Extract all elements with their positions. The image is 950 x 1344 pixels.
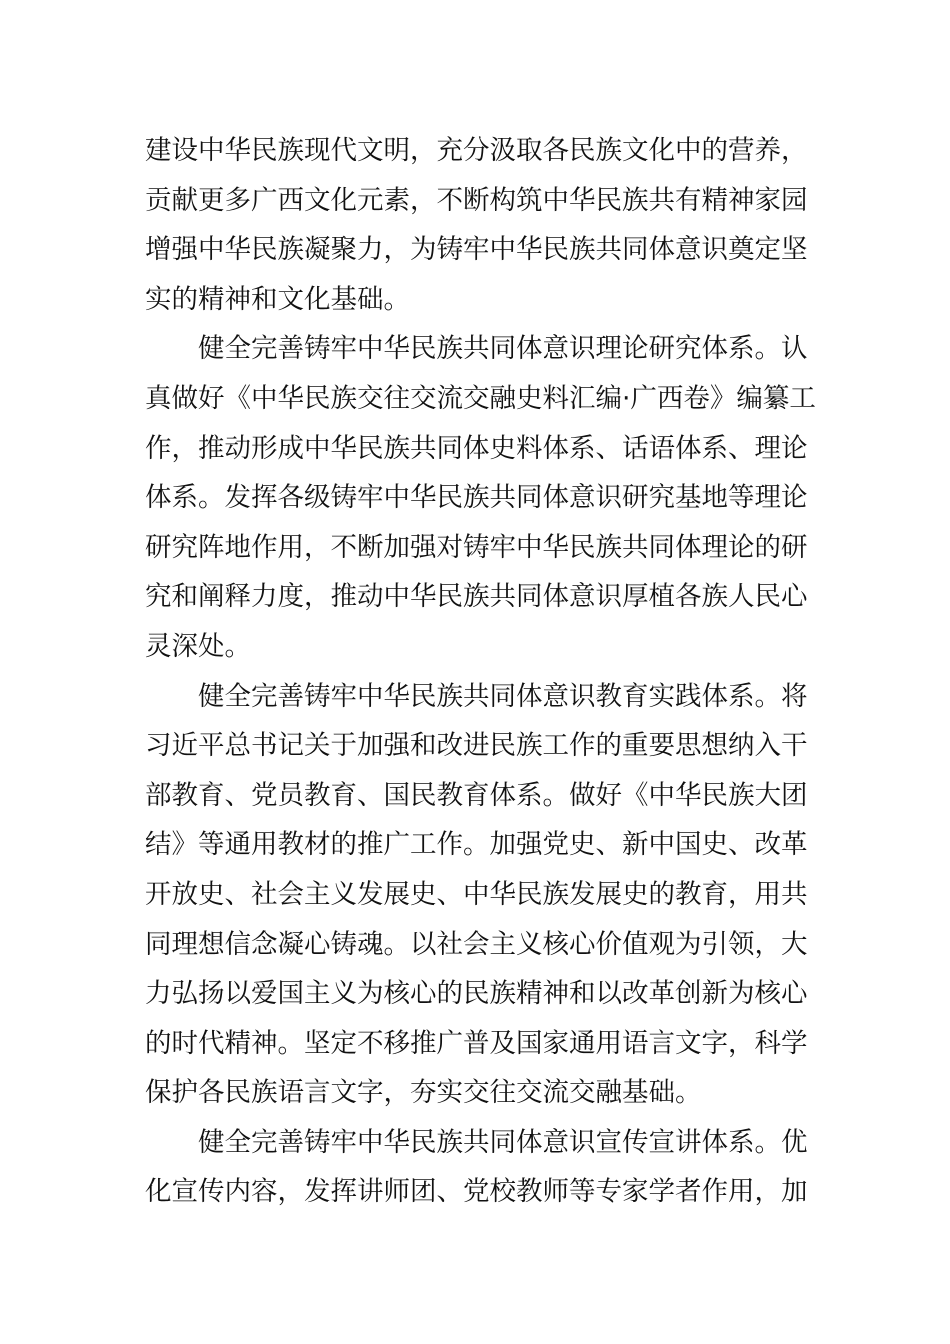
text-line: 的时代精神。坚定不移推广普及国家通用语言文字，科学 xyxy=(145,1027,808,1059)
text-line: 健全完善铸牢中华民族共同体意识理论研究体系。认 xyxy=(198,333,808,365)
text-line: 化宣传内容，发挥讲师团、党校教师等专家学者作用，加 xyxy=(145,1176,808,1208)
paragraph-4 xyxy=(145,1118,807,1217)
paragraph-3 xyxy=(145,672,807,1118)
text-line: 开放史、社会主义发展史、中华民族发展史的教育，用共 xyxy=(145,878,808,910)
text-line: 健全完善铸牢中华民族共同体意识宣传宣讲体系。优 xyxy=(198,1126,808,1158)
text-line: 究和阐释力度，推动中华民族共同体意识厚植各族人民心 xyxy=(145,581,808,613)
text-line: 研究阵地作用，不断加强对铸牢中华民族共同体理论的研 xyxy=(145,531,808,563)
text-line: 部教育、党员教育、国民教育体系。做好《中华民族大团 xyxy=(145,779,808,811)
text-line: 结》等通用教材的推广工作。加强党史、新中国史、改革 xyxy=(145,829,808,861)
text-line: 保护各民族语言文字，夯实交往交流交融基础。 xyxy=(145,1077,702,1109)
paragraph-1 xyxy=(145,126,807,324)
text-line: 作，推动形成中华民族共同体史料体系、话语体系、理论 xyxy=(145,432,808,464)
paragraph-2 xyxy=(145,324,816,671)
text-line: 力弘扬以爱国主义为核心的民族精神和以改革创新为核心 xyxy=(145,978,808,1010)
text-line: 实的精神和文化基础。 xyxy=(145,283,410,315)
text-line: 同理想信念凝心铸魂。以社会主义核心价值观为引领，大 xyxy=(145,928,808,960)
body-text xyxy=(145,126,816,1217)
text-line: 贡献更多广西文化元素，不断构筑中华民族共有精神家园 xyxy=(145,184,808,216)
text-line: 习近平总书记关于加强和改进民族工作的重要思想纳入干 xyxy=(145,730,808,762)
text-line: 灵深处。 xyxy=(145,630,251,662)
text-line: 建设中华民族现代文明，充分汲取各民族文化中的营养， xyxy=(145,135,808,166)
text-line: 体系。发挥各级铸牢中华民族共同体意识研究基地等理论 xyxy=(145,482,808,514)
text-line: 真做好《中华民族交往交流交融史料汇编·广西卷》编纂工 xyxy=(145,382,816,414)
text-line: 健全完善铸牢中华民族共同体意识教育实践体系。将 xyxy=(198,680,808,712)
text-line: 增强中华民族凝聚力，为铸牢中华民族共同体意识奠定坚 xyxy=(145,234,808,266)
